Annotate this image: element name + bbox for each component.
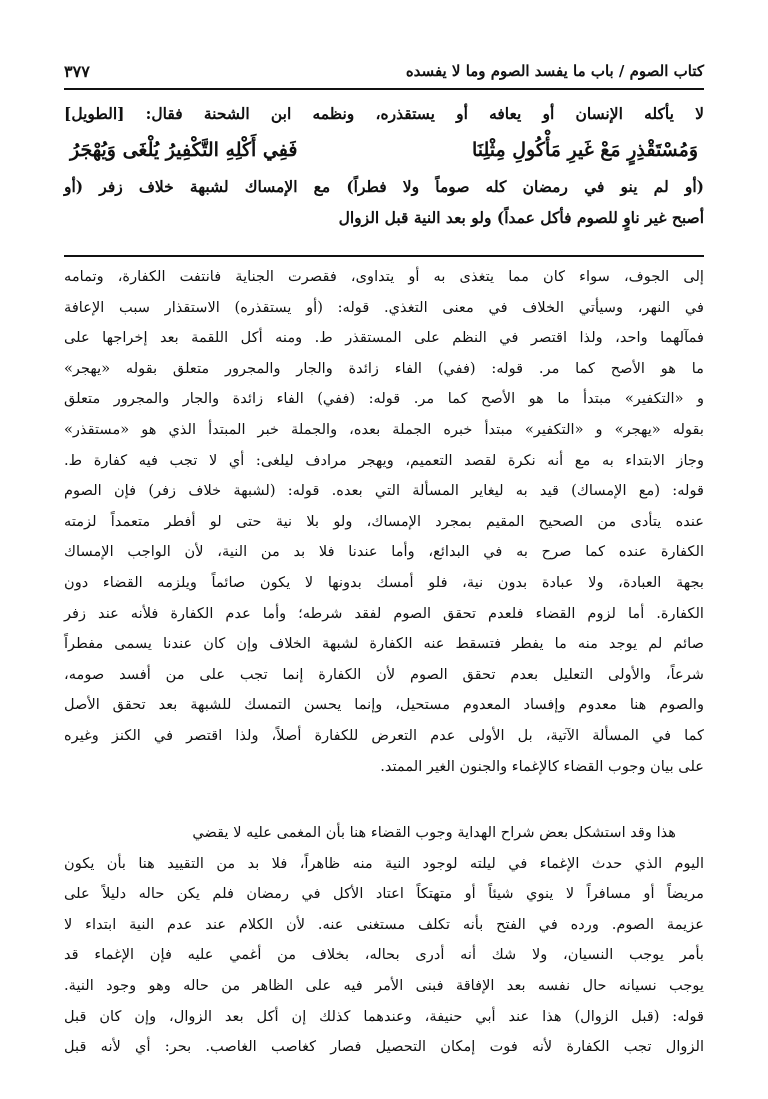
- verse-second-hemistich: فَفِي أَكْلِهِ التَّكْفِيرُ يُلْغَى وَيُهْجَرُ: [70, 139, 298, 161]
- commentary-line: مريضاً أو مسافراً لا ينوي شيئاً أو متهتكاً اعتاد الأكل في رمضان فلم يكن حاله دليلاً على: [64, 885, 704, 903]
- commentary-line: ما هو الأصح كما مر. قوله: (ففي) الفاء زائدة والجار والمجرور متعلق بقوله «يهجر»: [64, 359, 704, 377]
- running-header: [64, 58, 704, 84]
- commentary-line: هذا وقد استشكل بعض شراح الهداية وجوب القضاء هنا بأن المغمى عليه لا يقضي: [192, 824, 676, 841]
- commentary-line: والصوم هنا معدوم وإفساد المعدوم مستحيل، وإنما يحسن التمسك للشبهة بعد تحقق الأصل: [64, 696, 704, 714]
- matn-section: [64, 98, 704, 233]
- commentary-line: كما في المسألة الآتية، بل الأولى عدم التعرض للكفارة أصلاً، ولذا اقتصر في الكنز وغيره: [64, 726, 704, 744]
- commentary-section: [64, 262, 704, 782]
- matn-line: (أو لم ينو في رمضان كله صوماً ولا فطراً) مع الإمساك لشبهة خلاف زفر (أو: [64, 177, 704, 196]
- commentary-line: على بيان وجوب القضاء كالإغماء والجنون الغير الممتد.: [380, 757, 704, 775]
- commentary-line: إلى الجوف، سواء كان مما يتغذى به أو يتداوى، فقصرت الجناية فانتفت الكفارة، وتمامه: [64, 268, 704, 285]
- commentary-line: قوله: (قبل الزوال) هذا عند أبي حنيفة، وعندهما كذلك إن أكل بعد الزوال، وإن كان قبل: [64, 1007, 704, 1025]
- commentary-line: بجهة العبادة، ولا عبادة بدون نية، فلو أمسك بدونها لا يكون صائماً ويلزمه القضاء دون: [64, 573, 704, 591]
- matn-intro-line: لا يأكله الإنسان أو يعافه أو يستقذره، ونظمه ابن الشحنة فقال: [الطويل]: [64, 104, 704, 123]
- commentary-line: وجاز الابتداء به مع أنه نكرة لقصد التعميم، ويهجر مرادف ليلغى: أي لا تجب فيه كفارة ط.: [64, 451, 704, 469]
- commentary-line: صائم لم يوجد منه ما يفطر فتسقط عنه الكفارة لشبهة الخلاف وإن كان عندنا يسمى مفطراً: [64, 635, 704, 653]
- commentary-line: و «التكفير» مبتدأ ما هو الأصح كما مر. قوله: (ففي) الفاء زائدة والجار والمجرور متعلق: [64, 390, 704, 408]
- commentary-line: الكفارة. أما لزوم القضاء فلعدم تحقق الصوم لفقد شرطه؛ وأما عدم الكفارة فلأنه عند زفر: [64, 604, 704, 622]
- section-divider: [64, 255, 704, 257]
- commentary-line: يوجب نسيانه حال نفسه بعد الإفاقة فبنى الأمر فيه على الظاهر من حاله وهو وجود النية.: [64, 976, 704, 994]
- poem-verse: [64, 129, 704, 171]
- commentary-line: شرعاً، والأولى التعليل بعدم تحقق الصوم لأن الكفارة إنما تجب على من أفسد صومه،: [64, 665, 704, 683]
- commentary-line: اليوم الذي حدث الإغماء في ليلته لوجود النية منه ظاهراً، فلا بد من التقييد هنا بأن يكون: [64, 854, 704, 872]
- commentary-line: عنده يتأدى من الصحيح المقيم بمجرد الإمساك، ولو بلا نية حتى لو أفطر متعمداً لزمته: [64, 512, 704, 530]
- header-divider: [64, 88, 704, 90]
- matn-line: أصبح غير ناوٍ للصوم فأكل عمداً) ولو بعد النية قبل الزوال: [338, 208, 704, 227]
- verse-first-hemistich: وَمُسْتَقْذِرٍ مَعْ غَيرِ مَأْكُولِ مِثْلِنَا: [471, 139, 698, 161]
- commentary-section-continued: [64, 818, 704, 1063]
- chapter-title: كتاب الصوم / باب ما يفسد الصوم وما لا يفسده: [405, 62, 704, 80]
- commentary-line: قوله: (مع الإمساك) قيد به ليغاير المسألة التي بعده. قوله: (لشبهة خلاف زفر) فإن الصوم: [64, 482, 704, 500]
- commentary-line: بأمر يوجب النسيان، ولا شك أنه أدرى بحاله، بخلاف من أغمي عليه فإن الإغماء قد: [64, 946, 704, 964]
- commentary-line: فمآلهما واحد، ولذا اقتصر في النظم على المستقذر ط. ومنه أكل اللقمة بعد إخراجها على: [64, 329, 704, 347]
- commentary-line: عزيمة الصوم. ورده في الفتح بأنه تكلف مستغنى عنه. لأن الكلام عند عدم النية ابتداء لا: [64, 915, 704, 933]
- commentary-line: الكفارة عنده كما صرح به في البدائع، وأما عندنا فلا بد من النية، لأن الواجب الإمساك: [64, 543, 704, 561]
- page-number: ٣٧٧: [64, 61, 90, 81]
- commentary-line: الزوال تجب الكفارة لأنه فوت إمكان التحصيل فصار كغاصب الغاصب. بحر: أي لأنه قبل: [64, 1038, 704, 1056]
- commentary-line: في النهر، وسيأتي الخلاف في معنى التغذي. قوله: (أو يستقذره) الاستقذار سبب الإعافة: [64, 298, 704, 316]
- commentary-line: بقوله «يهجر» و «التكفير» مبتدأ خبره الجملة بعده، والجملة خبر المبتدأ الذي هو «مستقذر»: [64, 420, 704, 438]
